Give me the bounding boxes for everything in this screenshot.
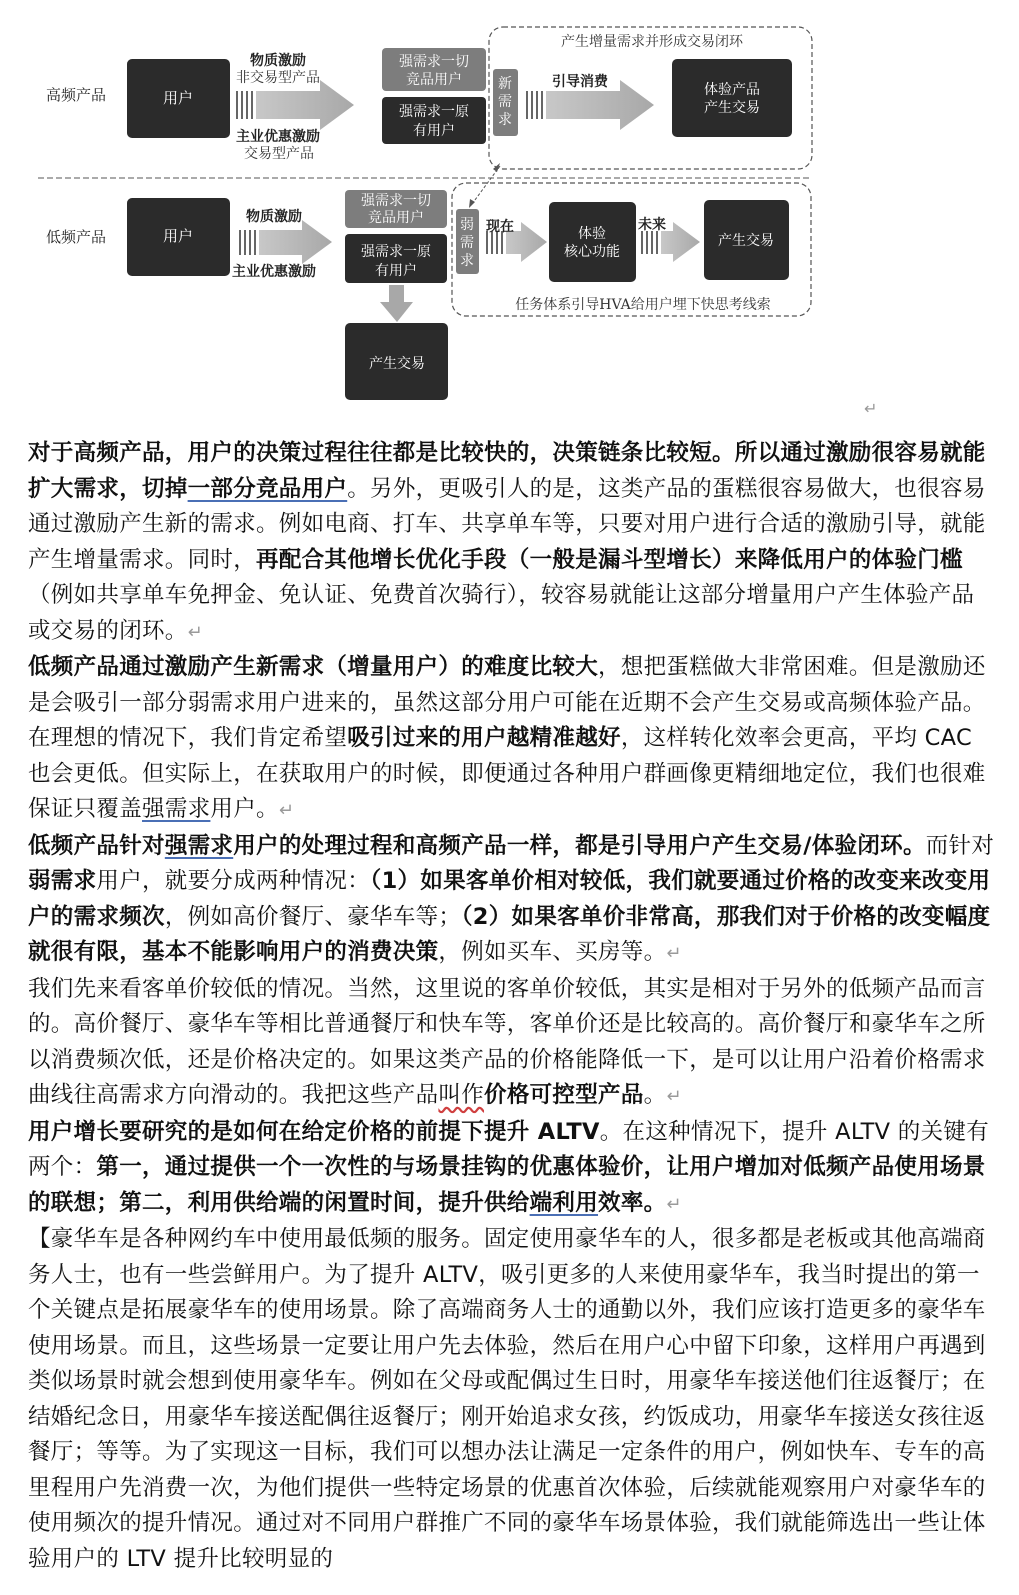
p5-text-1: 。在这种情况下，提升 ALTV 的关键有两个：	[28, 1118, 990, 1180]
p6-text-1: 【豪华车是各种网约车中使用最低频的服务。固定使用豪华车的人，很多都是老板或其他高端商务人士，也有一些尝鲜用户。为了提升 ALTV，吸引更多的人来使用豪华车，我当时提出的第一个关键点是拓展豪华车的使用场景。除了高端商务人士的通勤以外，我们应该打造更多的豪华车使用场景。而且，这些场景一定要让用户先去体验，然后在用户心中留下印象，这样用户再遇到类似场景时就会想到使用豪华车。例如在父母或配偶过生日时，用豪华车接送他们往返餐厅；在结婚纪念日，用豪华车接送配偶往返餐厅；刚开始追求女孩，约饭成功，用豪华车接送女孩往返餐厅；等等。为了实现这一目标，我们可以想办法让满足一定条件的用户，例如快车、专车的高里程用户先消费一次，为他们提供一些特定场景的优惠首次体验，后续就能观察用户对豪华车的使用频次的提升情况。通过对不同用户群推广不同的豪华车场景体验，我们就能筛选出一些让体验用户的 LTV 提升比较明显的	[28, 1226, 986, 1572]
diagram-return-mark: ↵	[864, 399, 878, 418]
p5-bold-1: 用户增长要研究的是如何在给定价格的前提下提升 ALTV	[28, 1118, 600, 1145]
p2-bold-2: 吸引过来的用户越精准越好	[347, 725, 621, 751]
trade-box-bottom-label: 产生交易	[369, 356, 425, 372]
core-function-line1: 体验	[578, 226, 606, 242]
p2-text-2: ，这样转化效率会更高，平均 CAC 也会更低。但实际上，在获取用户的时候，即便通过各种用户群画像更精细地定位，我们也很难保证只覆盖	[28, 725, 986, 822]
core-function-line2: 核心功能	[564, 244, 620, 260]
incentive-main-business-label-low: 主业优惠激励	[232, 264, 316, 280]
p3-bold-5: （2）如果客单价非常高，那我们对于价格的改变幅度就很有限，基本不能影响用户的消费决策	[28, 903, 991, 965]
p2-text-1: ，想把蛋糕做大非常困难。但是激励还是会吸引一部分弱需求用户进来的，虽然这部分用户可能在近期不会产生交易或高频体验产品。在理想的情况下，我们肯定希望	[28, 654, 986, 751]
weak-demand-char-2: 需	[460, 235, 474, 251]
p3-bold-2: 用户的处理过程和高频产品一样，都是引导用户产生交易/体验闭环。	[233, 832, 926, 859]
strong-demand-competitor-low-line2: 竞品用户	[368, 210, 424, 226]
p3-text-3: ，例如高价餐厅、豪华车等；	[164, 903, 462, 930]
paragraph-3	[28, 829, 996, 972]
weak-demand-char-1: 弱	[460, 217, 474, 233]
p1-text-1: 。另外，更吸引人的是，这类产品的蛋糕很容易做大，也很容易通过激励产生新的需求。例如电商、打车、共享单车等，只要对用户进行合适的激励引导，就能产生增量需求。同时，	[28, 475, 986, 573]
incentive-non-trade-label: 非交易型产品	[236, 70, 320, 86]
paragraph-mark: ↵	[278, 800, 295, 821]
p4-text-2: 。	[643, 1082, 667, 1108]
p3-bold-3: 弱需求	[28, 868, 97, 894]
new-demand-char-3: 求	[498, 112, 512, 128]
p3-bold-1: 低频产品针对	[28, 832, 165, 859]
p3-bold-underlined: 强需求	[164, 832, 234, 859]
article-body	[28, 436, 996, 1577]
p3-bold-4: （1）如果客单价相对较低，我们就要通过价格的改变来改变用户的需求频次	[28, 868, 991, 930]
strong-demand-existing-low-line1: 强需求一原	[361, 244, 431, 260]
p1-bold-1: 对于高频产品，用户的决策过程往往都是比较快的，决策链条比较短。所以通过激励很容易就能扩大需求，切掉	[28, 440, 986, 502]
strong-demand-existing-line1: 强需求一原	[399, 104, 469, 120]
new-demand-char-2: 需	[498, 94, 512, 110]
paragraph-mark: ↵	[187, 621, 203, 643]
experience-trade-line2: 产生交易	[704, 100, 760, 116]
strong-demand-competitor-line1: 强需求一切	[399, 54, 469, 70]
p5-bold-underlined: 端利用	[529, 1189, 599, 1216]
incentive-arrow-high	[236, 80, 354, 130]
paragraph-mark: ↵	[666, 1086, 682, 1107]
core-function-box	[549, 202, 636, 282]
down-arrow	[380, 285, 413, 322]
strong-demand-competitor-low-line1: 强需求一切	[361, 193, 431, 209]
task-system-group-title: 任务体系引导HVA给用户埋下快思考线索	[515, 297, 771, 313]
p3-text-4: ，例如买车、买房等。	[438, 939, 667, 965]
strong-demand-existing-low-line2: 有用户	[375, 263, 417, 279]
future-label: 未来	[638, 217, 666, 233]
user-box-high-label: 用户	[162, 89, 194, 107]
p5-bold-2: 第一，通过提供一个一次性的与场景挂钩的优惠体验价，让用户增加对低频产品使用场景的联想；第二，利用供给端的闲置时间，提升供给	[28, 1154, 986, 1216]
paragraph-6	[28, 1222, 996, 1577]
p4-wavy: 叫作	[438, 1082, 485, 1108]
paragraph-2	[28, 650, 996, 829]
p2-text-3: 用户。	[210, 796, 279, 822]
growth-flow-diagram	[0, 0, 1019, 420]
paragraph-5	[28, 1115, 996, 1223]
incentive-material-label-low: 物质激励	[246, 209, 302, 225]
row-label-high-frequency: 高频产品	[46, 86, 107, 104]
p1-bold-2: 再配合其他增长优化手段（一般是漏斗型增长）来降低用户的体验门槛	[256, 546, 963, 573]
p3-text-2: 用户，就要分成两种情况：	[96, 868, 371, 894]
p5-bold-3: 效率。	[598, 1189, 667, 1216]
strong-demand-existing-line2: 有用户	[413, 123, 455, 139]
incentive-material-label: 物质激励	[250, 53, 306, 69]
weak-demand-char-3: 求	[460, 253, 474, 269]
p4-text-1: 我们先来看客单价较低的情况。当然，这里说的客单价较低，其实是相对于另外的低频产品而言的。高价餐厅、豪华车等相比普通餐厅和快车等，客单价还是比较高的。高价餐厅和豪华车之所以消费频次低，还是价格决定的。如果这类产品的价格能降低一下，是可以让用户沿着价格需求曲线往高需求方向滑动的。我把这些产品	[28, 975, 986, 1108]
paragraph-mark: ↵	[666, 943, 682, 964]
guide-consumption-label: 引导消费	[552, 74, 608, 90]
row-label-low-frequency: 低频产品	[46, 228, 107, 246]
user-box-low-label: 用户	[162, 227, 194, 245]
experience-trade-box	[672, 59, 792, 137]
incentive-trade-label: 交易型产品	[244, 146, 314, 162]
paragraph-4	[28, 972, 996, 1115]
strong-demand-competitor-line2: 竞品用户	[406, 72, 462, 88]
p1-bold-underlined: 一部分竞品用户	[187, 475, 348, 502]
connector-arrow	[469, 163, 500, 208]
p2-underlined: 强需求	[142, 796, 211, 822]
paragraph-mark: ↵	[666, 1193, 682, 1215]
p2-bold-1: 低频产品通过激励产生新需求（增量用户）的难度比较大	[28, 654, 599, 680]
trade-box-right-label: 产生交易	[718, 233, 774, 249]
p1-text-2: （例如共享单车免押金、免认证、免费首次骑行），较容易就能让这部分增量用户产生体验产品或交易的闭环。	[28, 582, 975, 644]
now-label: 现在	[486, 219, 514, 235]
paragraph-1	[28, 436, 996, 650]
experience-trade-line1: 体验产品	[704, 82, 760, 98]
new-demand-char-1: 新	[498, 76, 512, 92]
incentive-main-business-label: 主业优惠激励	[236, 129, 320, 145]
incremental-demand-group-title: 产生增量需求并形成交易闭环	[561, 34, 743, 50]
incentive-arrow-low	[239, 220, 332, 264]
p3-text-1: 而针对	[925, 832, 995, 859]
p4-bold-1: 价格可控型产品	[484, 1082, 644, 1108]
